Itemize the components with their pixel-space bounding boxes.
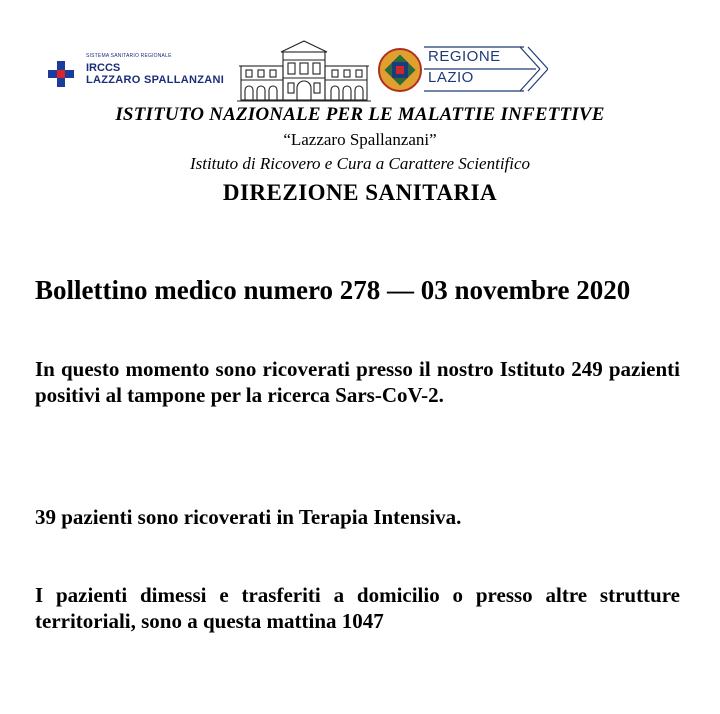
irccs-logo-line1: IRCCS [86, 62, 121, 74]
department-heading: DIREZIONE SANITARIA [222, 180, 498, 205]
institute-heading: ISTITUTO NAZIONALE PER LE MALATTIE INFETTIVE [115, 104, 605, 125]
institute-subtitle: Istituto di Ricovero e Cura a Carattere Scientifico [189, 154, 531, 173]
bulletin-paragraph-hospitalized: In questo momento sono ricoverati presso il nostro Istituto 249 pazienti positivi al tampone per la ricerca Sars-CoV-2. [35, 357, 680, 407]
institute-building-icon [237, 38, 371, 104]
regione-lazio-logo [378, 46, 548, 94]
irccs-logo [48, 50, 228, 90]
irccs-logo-small-text: SISTEMA SANITARIO REGIONALE [86, 53, 172, 59]
bulletin-title: Bollettino medico numero 278 — 03 novembre 2020 [35, 275, 631, 305]
institute-name: “Lazzaro Spallanzani” [283, 130, 437, 149]
bulletin-paragraph-discharged: I pazienti dimessi e trasferiti a domicilio o presso altre strutture territoriali, sono a questa mattina 1047 [35, 583, 680, 633]
regione-logo-line2: LAZIO [428, 69, 474, 86]
irccs-logo-line2: LAZZARO SPALLANZANI [86, 74, 225, 86]
bulletin-paragraph-intensive-care: 39 pazienti sono ricoverati in Terapia Intensiva. [35, 505, 462, 529]
red-cross-icon [48, 61, 74, 87]
regione-logo-line1: REGIONE [428, 48, 501, 65]
regione-lazio-emblem-icon [378, 48, 422, 92]
